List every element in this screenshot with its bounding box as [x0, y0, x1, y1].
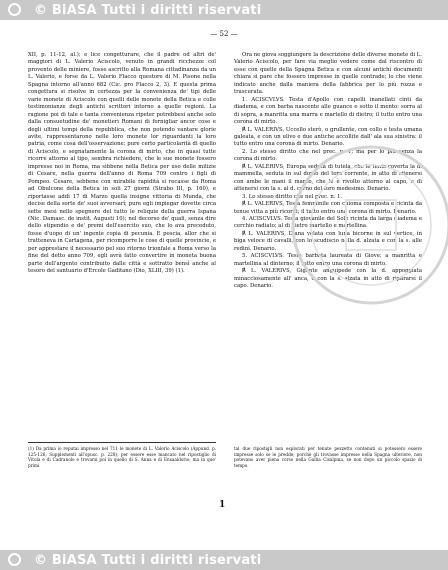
- footnote-divider: [28, 442, 216, 443]
- coin-entry: 2. Lo stesso diritto che nel prec. n. 1; ma per lo più senza la corona di mirto.: [234, 148, 422, 163]
- coin-entry: ℟ L. VALERIVS, Testa femminile con chioma composta e ricinta da tenue vitta a più ricordi; il tutto entro una corona di mirto. Denario.: [234, 201, 422, 215]
- watermark-text: © BiASA Tutti i diritti riservati: [34, 552, 262, 568]
- document-page: [24, 22, 424, 542]
- coin-entry: ℟ L. VALERIVS. Uccello sterò, o grullente, con collo e testa umana galeata, e con un ulivo e due antiche accollite dall' ala sua sinistra: il tutto entro una corona di mirto. Denario.: [234, 126, 422, 148]
- watermark-banner-top: [0, 0, 448, 20]
- coin-entry: 5. ACISCVLVS. Testa barbata laureata di Giove; a manritta e martellina al dinterno; il tutto entro una corona di mirto.: [234, 253, 422, 267]
- coin-entry: ℟ L. VALERIVS, Diana velata con luna bicorne in sul vertice, in biga veloce di cavalli, con lo scudiscio nella d. alzata e con la s. alle redini. Denario.: [234, 230, 422, 252]
- watermark-text: © BiASA Tutti i diritti riservati: [34, 2, 262, 18]
- coin-entry: ℟ L. VALERIVS, Europa seduta di tutela, che le tenia coverta la d. mammella, seduta in sul dorso del toro corrente, in atto di ritenersi con ambe le mani il manto, che le è rivolto attorno al capo, e di attenersi con la s. al d. corno del toro medesimo. Denario.: [234, 163, 422, 193]
- coin-entry: 3. Lo stesso diritto che nel prec. n. 1.: [242, 193, 343, 200]
- watermark-banner-bottom: [0, 550, 448, 570]
- coin-entry: 1. ACISCVLVS. Testa d'Apollo con capelli inanellati cinti da diadema, e con barba nascente alle guance e sotto il mento: sorra al di sopra, a manritta una marra e martello di dietro; il tutto entro una corona di mirto.: [234, 96, 422, 126]
- coin-entry: ℟ L. VALERIVS, Gigante anguipede con la d. appoggiata minacciosamente all' anca, e con la s. alzata in atto di ripararsi il capo. Denario.: [234, 268, 422, 290]
- left-column-text: XII, p. 11-12, al.); e lice congetturare, che il padre od altri de' maggiori di L. Valerio Aciscolo, venuto in grandi ricchezze col provento delle miniere, fosse ascritto alla Romana cittadinanza da un L. Valerio, e forse da L. Valerio Flacco questore di M. Pisone nella Spagna intorno all'anno 682 (Cic. pro Flacco 2, 3). E questa prima congettura si risolve in certezza per la convenienza de' tipi delle varie monete di Aciscolo con quelli delle monete della Betica e colle testimonianze degli antichi scrittori intorno a quelle regioni. La ragione poi di tale e tanta convenienza ripeter potrebbesi anche solo dalla consuetudine de' monetieri Romani di fornigliar ancor cose e degli ultimi tempi della repubblica, che non potendo vantare glorie avite, rappresentarono nelle loro monete lor riguardanti la loro patria, come cosa dell'osservazione; pure certo particolarità di quello di Aciscolo, e segnatamente la corona di mirto, che in quasi tutte ricorre attorno al tipo, sembra richiedere, che le sue monete fossero impresse noi in Roma, ma sibbene nella Betica per uso delle milizie di Cesare, nella guerra dell'anno di Roma 709 contro i figli di Pompeo. Cesare, sebbene con mirabile rapidità si recasse da Roma ad Obulcone della Betica in soli 27 giorni (Strabo III, p. 160), e riportasse addì 17 di Marzo quella insigne vittoria di Munda, che decise della sorte de' suoi avversarî; pure egli impiegar dovette circa sette mesi nello spegnere del tutto le reliquie della guerra Ispana (Nic. Damasc. de instit. Augusti 10); nel decorso de' quali, senza dire dello stipendio e de' premi dell'esercito suo, che lo ava preceduto, fosse d'uopo di un' ingente copia di pecunia. E poscia, allor che si tratteneva in Cartagena, per ricomporre le cose di quelle provincie, e per apprestare il necessario pel suo ritorno trionfale a Roma verso la fine del detto anno 709, egli avrà fatto convertire in moneta buona parte dell'argento contribuito dalle città e sottratto bensì anche al tesoro del santuario d'Ercole Gaditano (Dio, XLIII, 39) (1).: [28, 52, 216, 275]
- footnote-left: (1) Da prima io reputai impresso nel 711 le monete di L. Valerio Aciscolo (Appund. p. 125-126; Supplementi all'opusc. p. 228), per essere esse mancato nel ripostiglio di Vitola e di Cadranolo e trovarsi poi in quello di S. Anna e di Ensaaldorio; ma in que' primi: [28, 446, 216, 468]
- right-column: [234, 52, 422, 291]
- copyright-logo-icon: [8, 3, 21, 16]
- footnote-right: tal due ripostigli non esplorati per tenute pezzetto contenuti si potessero essere impresse solo se le predde; porchè gli trovasse impresse nella Spagna ulteriore, non potevano aver piena corso nella Gallia Cisalpina, se non dopo un piccolo spazio di tempo.: [234, 446, 422, 468]
- intro-paragraph: Ora ne giova soggiungere la descrizione delle diverse monete di L. Valerio Aciscolo, per fare via meglio vedere come dal riscontro di esse con quelle della Spagna Betica e con alcuni antichi documenti chiara si pare che fossero impresse in quelle contrade; lo che viene indicato anche dalla maniera della fabbrica per lo più rozza e trascurata.: [234, 52, 422, 96]
- signature-mark: 1: [219, 500, 226, 510]
- copyright-logo-icon: [8, 553, 21, 566]
- left-column: [28, 52, 216, 276]
- page-number: — 52 —: [210, 30, 238, 38]
- coin-entry: 4. ACISCVLVS. Testa giovanile del Sole ricinta da larga diadema e cerchio radiato; al di dietro martello e martellina.: [234, 215, 422, 230]
